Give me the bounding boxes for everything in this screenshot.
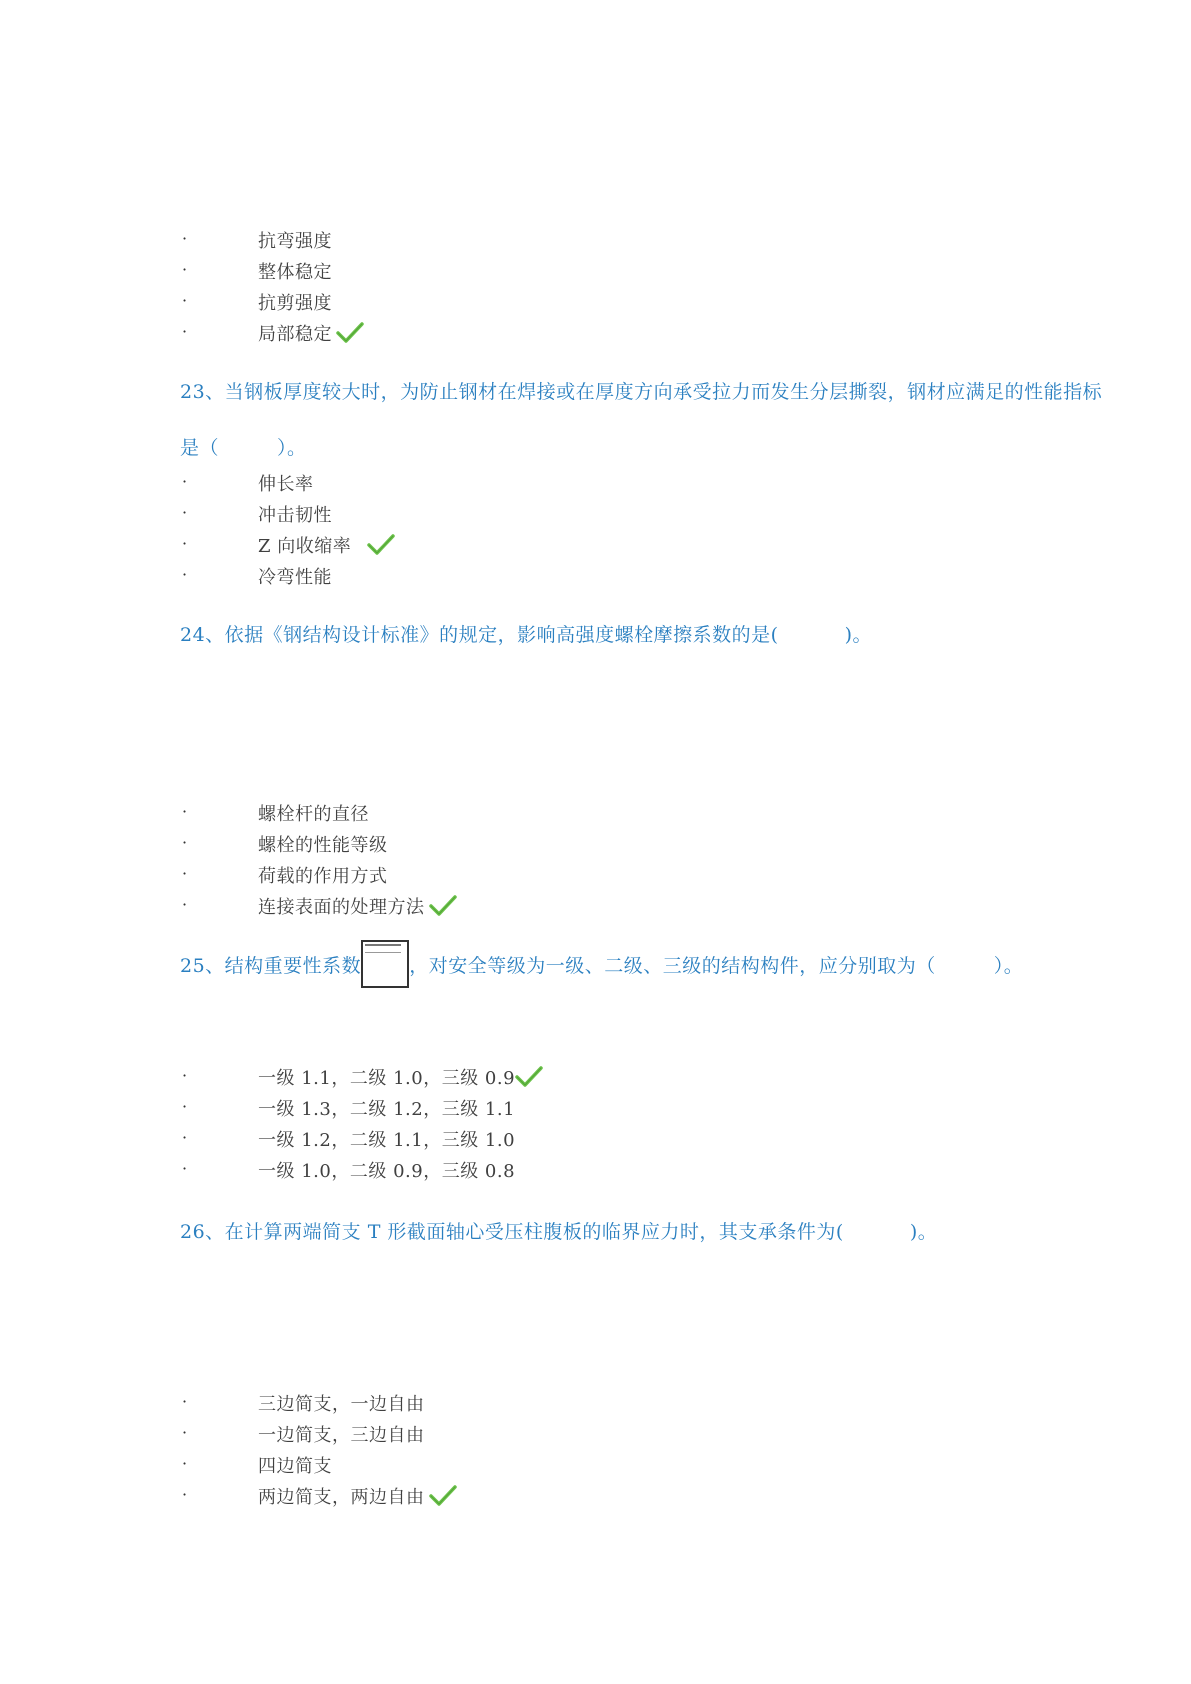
q22-option-2[interactable] <box>0 258 700 288</box>
bullet: · <box>182 503 188 522</box>
q26-option-4[interactable] <box>0 1483 700 1513</box>
bullet: · <box>182 565 188 584</box>
q25-option-2[interactable] <box>0 1095 700 1125</box>
bullet: · <box>182 1485 188 1504</box>
option-text: 局部稳定 <box>258 324 332 345</box>
option-text: 一级 1.0，二级 0.9，三级 0.8 <box>258 1161 516 1182</box>
q22-option-1[interactable] <box>0 227 700 257</box>
check-icon <box>367 534 395 561</box>
check-icon <box>429 1485 457 1512</box>
option-text: 三边简支，一边自由 <box>258 1394 425 1415</box>
option-text: 抗剪强度 <box>258 293 332 314</box>
bullet: · <box>182 1454 188 1473</box>
option-text: 一边简支，三边自由 <box>258 1425 425 1446</box>
q26-option-3[interactable] <box>0 1452 700 1482</box>
option-text: 冷弯性能 <box>258 567 332 588</box>
question-text-start: 26、在计算两端简支 T 形截面轴心受压柱腹板的临界应力时，其支承条件为( <box>180 1221 844 1243</box>
option-text: 两边简支，两边自由 <box>258 1487 425 1508</box>
question-text-end: )。 <box>909 1221 938 1243</box>
q24-question <box>180 620 872 647</box>
q23-option-4[interactable] <box>0 563 700 593</box>
question-text-end: ）。 <box>277 437 307 459</box>
q23-option-2[interactable] <box>0 501 700 531</box>
option-text: 整体稳定 <box>258 262 332 283</box>
option-text: 一级 1.2，二级 1.1，三级 1.0 <box>258 1130 516 1151</box>
q25-option-3[interactable] <box>0 1126 700 1156</box>
q25-option-4[interactable] <box>0 1157 700 1187</box>
question-text-end: ，对安全等级为一级、二级、三级的结构构件，应分别取为（ <box>409 955 936 977</box>
bullet: · <box>182 229 188 248</box>
q24-option-4[interactable] <box>0 893 700 923</box>
bullet: · <box>182 1066 188 1085</box>
option-text: 螺栓杆的直径 <box>258 804 369 825</box>
bullet: · <box>182 1097 188 1116</box>
option-text: 抗弯强度 <box>258 231 332 252</box>
bullet: · <box>182 833 188 852</box>
option-text: 螺栓的性能等级 <box>258 835 388 856</box>
q26-question <box>180 1217 937 1244</box>
bullet: · <box>182 322 188 341</box>
q22-option-3[interactable] <box>0 289 700 319</box>
bullet: · <box>182 1392 188 1411</box>
bullet: · <box>182 864 188 883</box>
bullet: · <box>182 291 188 310</box>
q26-option-2[interactable] <box>0 1421 700 1451</box>
option-text: 伸长率 <box>258 474 314 495</box>
question-text-start: 25、结构重要性系数 <box>180 955 362 977</box>
q23-question-line2 <box>180 433 307 460</box>
question-text-close: ）。 <box>993 955 1024 977</box>
option-text: 一级 1.3，二级 1.2，三级 1.1 <box>258 1099 516 1120</box>
option-text: 荷载的作用方式 <box>258 866 388 887</box>
q23-option-1[interactable] <box>0 470 700 500</box>
bullet: · <box>182 895 188 914</box>
q23-option-3[interactable] <box>0 532 700 562</box>
bullet: · <box>182 1128 188 1147</box>
q24-option-1[interactable] <box>0 800 700 830</box>
check-icon <box>336 322 364 349</box>
check-icon <box>515 1066 543 1093</box>
q26-option-1[interactable] <box>0 1390 700 1420</box>
bullet: · <box>182 534 188 553</box>
bullet: · <box>182 802 188 821</box>
check-icon <box>429 895 457 922</box>
option-text: 连接表面的处理方法 <box>258 897 425 918</box>
bullet: · <box>182 260 188 279</box>
bullet: · <box>182 472 188 491</box>
q24-option-3[interactable] <box>0 862 700 892</box>
bullet: · <box>182 1159 188 1178</box>
option-text: 一级 1.1，二级 1.0，三级 0.9 <box>258 1068 516 1089</box>
q24-option-2[interactable] <box>0 831 700 861</box>
question-text-start: 24、依据《钢结构设计标准》的规定，影响高强度螺栓摩擦系数的是( <box>180 624 779 646</box>
question-text: 23、当钢板厚度较大时，为防止钢材在焊接或在厚度方向承受拉力而发生分层撕裂，钢材应满足的性能指标 <box>180 381 1103 403</box>
q25-question <box>180 940 1023 988</box>
q23-question <box>180 377 1102 404</box>
bullet: · <box>182 1423 188 1442</box>
question-text-end: )。 <box>844 624 873 646</box>
option-text: 四边简支 <box>258 1456 332 1477</box>
q22-option-4[interactable] <box>0 320 700 350</box>
option-text: 冲击韧性 <box>258 505 332 526</box>
question-text-start: 是（ <box>180 437 220 459</box>
formula-image <box>361 940 409 988</box>
option-text: Z 向收缩率 <box>258 536 352 557</box>
q25-option-1[interactable] <box>0 1064 700 1094</box>
